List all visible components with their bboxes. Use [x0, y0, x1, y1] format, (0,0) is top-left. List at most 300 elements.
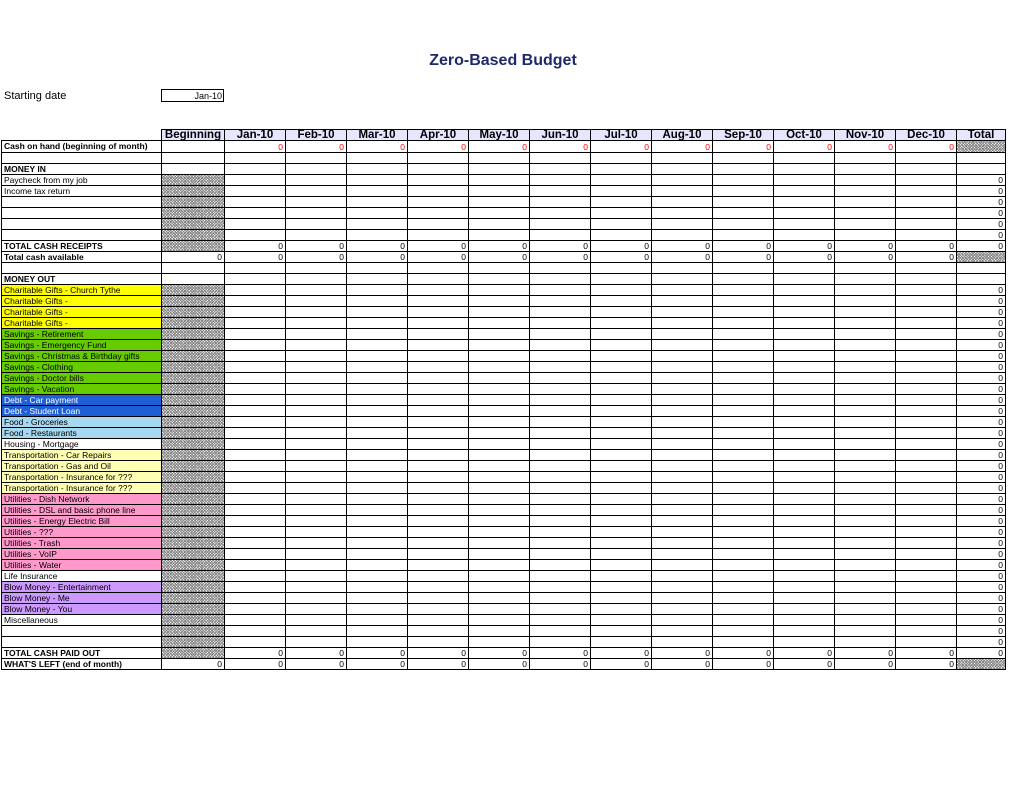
value-cell[interactable]	[713, 603, 774, 614]
row-label[interactable]: Debt - Student Loan	[2, 405, 162, 416]
value-cell[interactable]	[408, 592, 469, 603]
value-cell[interactable]	[652, 504, 713, 515]
value-cell[interactable]	[530, 559, 591, 570]
value-cell[interactable]	[530, 185, 591, 196]
value-cell[interactable]	[591, 229, 652, 240]
value-cell[interactable]	[835, 548, 896, 559]
value-cell[interactable]	[530, 471, 591, 482]
value-cell[interactable]	[774, 350, 835, 361]
value-cell[interactable]	[713, 361, 774, 372]
value-cell[interactable]	[896, 174, 957, 185]
value-cell[interactable]	[774, 372, 835, 383]
value-cell[interactable]	[408, 372, 469, 383]
value-cell[interactable]	[530, 383, 591, 394]
value-cell[interactable]	[835, 350, 896, 361]
value-cell[interactable]	[896, 328, 957, 339]
value-cell[interactable]	[225, 306, 286, 317]
value-cell[interactable]	[286, 218, 347, 229]
value-cell[interactable]	[469, 350, 530, 361]
value-cell[interactable]	[530, 350, 591, 361]
value-cell[interactable]	[286, 361, 347, 372]
value-cell[interactable]	[896, 207, 957, 218]
row-label[interactable]: Charitable Gifts -	[2, 317, 162, 328]
value-cell[interactable]: 0	[713, 141, 774, 153]
value-cell[interactable]	[896, 317, 957, 328]
value-cell[interactable]	[774, 449, 835, 460]
value-cell[interactable]	[530, 636, 591, 647]
value-cell[interactable]: 0	[774, 141, 835, 153]
value-cell[interactable]: 0	[896, 141, 957, 153]
value-cell[interactable]	[835, 383, 896, 394]
value-cell[interactable]	[835, 174, 896, 185]
value-cell[interactable]	[896, 229, 957, 240]
value-cell[interactable]	[591, 361, 652, 372]
value-cell[interactable]	[591, 196, 652, 207]
value-cell[interactable]	[591, 559, 652, 570]
value-cell[interactable]	[713, 559, 774, 570]
row-label[interactable]: Transportation - Car Repairs	[2, 449, 162, 460]
value-cell[interactable]	[896, 394, 957, 405]
value-cell[interactable]	[591, 416, 652, 427]
value-cell[interactable]	[225, 603, 286, 614]
value-cell[interactable]	[408, 625, 469, 636]
value-cell[interactable]: 0	[347, 141, 408, 153]
value-cell[interactable]	[286, 460, 347, 471]
value-cell[interactable]	[530, 625, 591, 636]
value-cell[interactable]	[835, 493, 896, 504]
value-cell[interactable]	[774, 537, 835, 548]
row-label[interactable]: Blow Money - Me	[2, 592, 162, 603]
value-cell[interactable]	[652, 526, 713, 537]
value-cell[interactable]	[835, 449, 896, 460]
value-cell[interactable]	[225, 581, 286, 592]
starting-date-cell[interactable]: Jan-10	[161, 89, 224, 102]
value-cell[interactable]	[835, 504, 896, 515]
value-cell[interactable]	[835, 295, 896, 306]
value-cell[interactable]	[835, 614, 896, 625]
value-cell[interactable]	[469, 383, 530, 394]
value-cell[interactable]	[652, 427, 713, 438]
row-label[interactable]: Savings - Vacation	[2, 383, 162, 394]
value-cell[interactable]	[713, 350, 774, 361]
value-cell[interactable]	[408, 526, 469, 537]
value-cell[interactable]	[774, 207, 835, 218]
value-cell[interactable]	[591, 207, 652, 218]
value-cell[interactable]	[591, 537, 652, 548]
value-cell[interactable]	[835, 460, 896, 471]
value-cell[interactable]	[347, 218, 408, 229]
value-cell[interactable]	[347, 625, 408, 636]
row-label[interactable]: Utilities - ???	[2, 526, 162, 537]
value-cell[interactable]	[591, 405, 652, 416]
value-cell[interactable]	[286, 174, 347, 185]
row-label[interactable]: Utilities - Trash	[2, 537, 162, 548]
value-cell[interactable]	[347, 394, 408, 405]
value-cell[interactable]	[774, 218, 835, 229]
value-cell[interactable]	[774, 306, 835, 317]
row-label[interactable]: Transportation - Gas and Oil	[2, 460, 162, 471]
value-cell[interactable]	[591, 372, 652, 383]
value-cell[interactable]	[347, 207, 408, 218]
value-cell[interactable]	[347, 306, 408, 317]
value-cell[interactable]	[286, 427, 347, 438]
value-cell[interactable]	[286, 493, 347, 504]
value-cell[interactable]	[896, 515, 957, 526]
value-cell[interactable]	[835, 394, 896, 405]
value-cell[interactable]	[225, 636, 286, 647]
value-cell[interactable]	[286, 350, 347, 361]
value-cell[interactable]	[347, 548, 408, 559]
value-cell[interactable]	[286, 306, 347, 317]
value-cell[interactable]	[835, 196, 896, 207]
row-label[interactable]: Utilities - Dish Network	[2, 493, 162, 504]
value-cell[interactable]	[469, 614, 530, 625]
value-cell[interactable]	[530, 482, 591, 493]
beginning-cell[interactable]	[162, 141, 225, 153]
value-cell[interactable]	[896, 427, 957, 438]
value-cell[interactable]	[469, 207, 530, 218]
value-cell[interactable]	[469, 438, 530, 449]
value-cell[interactable]	[469, 625, 530, 636]
value-cell[interactable]	[713, 570, 774, 581]
value-cell[interactable]	[713, 504, 774, 515]
value-cell[interactable]	[652, 548, 713, 559]
value-cell[interactable]	[347, 317, 408, 328]
value-cell[interactable]	[408, 482, 469, 493]
value-cell[interactable]	[713, 207, 774, 218]
value-cell[interactable]	[591, 185, 652, 196]
value-cell[interactable]	[774, 592, 835, 603]
value-cell[interactable]	[530, 174, 591, 185]
value-cell[interactable]	[286, 559, 347, 570]
value-cell[interactable]	[713, 515, 774, 526]
value-cell[interactable]	[591, 581, 652, 592]
value-cell[interactable]	[774, 405, 835, 416]
row-label[interactable]: Savings - Emergency Fund	[2, 339, 162, 350]
value-cell[interactable]	[469, 504, 530, 515]
row-label[interactable]: Savings - Retirement	[2, 328, 162, 339]
value-cell[interactable]	[225, 526, 286, 537]
value-cell[interactable]	[774, 614, 835, 625]
value-cell[interactable]	[286, 471, 347, 482]
value-cell[interactable]	[225, 328, 286, 339]
value-cell[interactable]	[530, 438, 591, 449]
value-cell[interactable]	[469, 526, 530, 537]
row-label[interactable]	[2, 636, 162, 647]
value-cell[interactable]	[225, 548, 286, 559]
value-cell[interactable]	[347, 405, 408, 416]
value-cell[interactable]	[225, 614, 286, 625]
value-cell[interactable]	[469, 537, 530, 548]
value-cell[interactable]	[591, 548, 652, 559]
value-cell[interactable]	[286, 614, 347, 625]
value-cell[interactable]	[591, 306, 652, 317]
value-cell[interactable]	[713, 482, 774, 493]
value-cell[interactable]	[713, 328, 774, 339]
value-cell[interactable]	[286, 625, 347, 636]
value-cell[interactable]	[469, 317, 530, 328]
value-cell[interactable]	[896, 570, 957, 581]
value-cell[interactable]	[774, 416, 835, 427]
value-cell[interactable]	[530, 372, 591, 383]
value-cell[interactable]	[469, 592, 530, 603]
value-cell[interactable]	[591, 526, 652, 537]
value-cell[interactable]	[530, 207, 591, 218]
value-cell[interactable]	[774, 361, 835, 372]
value-cell[interactable]: 0	[225, 141, 286, 153]
value-cell[interactable]	[835, 218, 896, 229]
value-cell[interactable]	[408, 394, 469, 405]
value-cell[interactable]	[347, 493, 408, 504]
value-cell[interactable]	[347, 449, 408, 460]
value-cell[interactable]	[286, 570, 347, 581]
value-cell[interactable]	[835, 515, 896, 526]
value-cell[interactable]	[469, 570, 530, 581]
value-cell[interactable]	[530, 394, 591, 405]
value-cell[interactable]	[469, 559, 530, 570]
value-cell[interactable]	[530, 405, 591, 416]
value-cell[interactable]	[591, 504, 652, 515]
value-cell[interactable]	[774, 394, 835, 405]
value-cell[interactable]	[591, 284, 652, 295]
value-cell[interactable]	[225, 471, 286, 482]
value-cell[interactable]	[469, 196, 530, 207]
value-cell[interactable]	[652, 493, 713, 504]
value-cell[interactable]	[469, 548, 530, 559]
value-cell[interactable]	[591, 174, 652, 185]
value-cell[interactable]	[225, 174, 286, 185]
value-cell[interactable]	[713, 592, 774, 603]
value-cell[interactable]	[896, 625, 957, 636]
value-cell[interactable]	[469, 427, 530, 438]
row-label[interactable]: Utilities - Water	[2, 559, 162, 570]
value-cell[interactable]	[530, 339, 591, 350]
value-cell[interactable]	[408, 306, 469, 317]
value-cell[interactable]	[652, 603, 713, 614]
value-cell[interactable]	[652, 361, 713, 372]
value-cell[interactable]	[896, 218, 957, 229]
value-cell[interactable]	[469, 581, 530, 592]
value-cell[interactable]	[225, 185, 286, 196]
value-cell[interactable]	[408, 229, 469, 240]
value-cell[interactable]	[286, 482, 347, 493]
value-cell[interactable]	[713, 394, 774, 405]
value-cell[interactable]	[835, 229, 896, 240]
value-cell[interactable]	[225, 427, 286, 438]
value-cell[interactable]	[225, 625, 286, 636]
value-cell[interactable]	[713, 383, 774, 394]
value-cell[interactable]	[591, 614, 652, 625]
value-cell[interactable]	[774, 482, 835, 493]
value-cell[interactable]	[591, 317, 652, 328]
value-cell[interactable]	[225, 515, 286, 526]
row-label[interactable]: Transportation - Insurance for ???	[2, 471, 162, 482]
value-cell[interactable]	[469, 284, 530, 295]
value-cell[interactable]	[713, 306, 774, 317]
value-cell[interactable]	[774, 196, 835, 207]
value-cell[interactable]	[225, 229, 286, 240]
value-cell[interactable]	[225, 416, 286, 427]
value-cell[interactable]	[408, 493, 469, 504]
value-cell[interactable]	[469, 306, 530, 317]
row-label[interactable]: Miscellaneous	[2, 614, 162, 625]
value-cell[interactable]	[469, 229, 530, 240]
value-cell[interactable]	[408, 581, 469, 592]
value-cell[interactable]	[774, 460, 835, 471]
value-cell[interactable]	[591, 625, 652, 636]
value-cell[interactable]	[774, 625, 835, 636]
value-cell[interactable]	[652, 394, 713, 405]
value-cell[interactable]	[591, 339, 652, 350]
value-cell[interactable]	[835, 537, 896, 548]
value-cell[interactable]	[408, 339, 469, 350]
value-cell[interactable]	[713, 185, 774, 196]
value-cell[interactable]	[774, 317, 835, 328]
value-cell[interactable]	[469, 339, 530, 350]
value-cell[interactable]	[286, 504, 347, 515]
value-cell[interactable]	[286, 537, 347, 548]
value-cell[interactable]	[408, 603, 469, 614]
value-cell[interactable]	[225, 207, 286, 218]
value-cell[interactable]	[469, 416, 530, 427]
value-cell[interactable]	[530, 218, 591, 229]
value-cell[interactable]	[896, 196, 957, 207]
value-cell[interactable]	[469, 372, 530, 383]
value-cell[interactable]	[774, 383, 835, 394]
value-cell[interactable]: 0	[530, 141, 591, 153]
value-cell[interactable]	[408, 537, 469, 548]
value-cell[interactable]	[347, 559, 408, 570]
value-cell[interactable]	[713, 229, 774, 240]
value-cell[interactable]	[896, 592, 957, 603]
value-cell[interactable]	[713, 471, 774, 482]
value-cell[interactable]	[530, 570, 591, 581]
value-cell[interactable]	[896, 526, 957, 537]
value-cell[interactable]	[225, 218, 286, 229]
value-cell[interactable]	[591, 603, 652, 614]
value-cell[interactable]	[225, 317, 286, 328]
value-cell[interactable]	[225, 493, 286, 504]
value-cell[interactable]	[896, 449, 957, 460]
value-cell[interactable]	[774, 636, 835, 647]
value-cell[interactable]	[530, 416, 591, 427]
value-cell[interactable]	[347, 570, 408, 581]
value-cell[interactable]	[652, 295, 713, 306]
row-label[interactable]: Utilities - DSL and basic phone line	[2, 504, 162, 515]
value-cell[interactable]	[591, 328, 652, 339]
row-label[interactable]: Charitable Gifts - Church Tythe	[2, 284, 162, 295]
value-cell[interactable]	[652, 229, 713, 240]
value-cell[interactable]	[713, 284, 774, 295]
value-cell[interactable]	[408, 284, 469, 295]
value-cell[interactable]	[835, 603, 896, 614]
row-label[interactable]: Savings - Clothing	[2, 361, 162, 372]
value-cell[interactable]	[347, 416, 408, 427]
value-cell[interactable]	[713, 526, 774, 537]
value-cell[interactable]	[774, 570, 835, 581]
value-cell[interactable]	[347, 603, 408, 614]
value-cell[interactable]	[530, 427, 591, 438]
value-cell[interactable]	[286, 416, 347, 427]
value-cell[interactable]	[896, 361, 957, 372]
value-cell[interactable]	[347, 471, 408, 482]
value-cell[interactable]	[225, 438, 286, 449]
value-cell[interactable]	[713, 614, 774, 625]
value-cell[interactable]	[896, 438, 957, 449]
value-cell[interactable]	[530, 581, 591, 592]
value-cell[interactable]	[774, 548, 835, 559]
value-cell[interactable]	[530, 196, 591, 207]
value-cell[interactable]: 0	[591, 141, 652, 153]
value-cell[interactable]	[286, 603, 347, 614]
value-cell[interactable]	[652, 174, 713, 185]
value-cell[interactable]	[591, 218, 652, 229]
row-label[interactable]: Paycheck from my job	[2, 174, 162, 185]
value-cell[interactable]	[652, 317, 713, 328]
value-cell[interactable]	[652, 218, 713, 229]
value-cell[interactable]	[286, 339, 347, 350]
value-cell[interactable]	[652, 350, 713, 361]
value-cell[interactable]	[591, 295, 652, 306]
value-cell[interactable]	[652, 471, 713, 482]
value-cell[interactable]	[225, 372, 286, 383]
value-cell[interactable]	[774, 229, 835, 240]
value-cell[interactable]	[530, 361, 591, 372]
value-cell[interactable]	[347, 515, 408, 526]
value-cell[interactable]	[408, 471, 469, 482]
value-cell[interactable]	[652, 416, 713, 427]
value-cell[interactable]	[896, 295, 957, 306]
value-cell[interactable]	[713, 449, 774, 460]
value-cell[interactable]	[896, 636, 957, 647]
value-cell[interactable]	[469, 394, 530, 405]
value-cell[interactable]	[774, 581, 835, 592]
value-cell[interactable]	[652, 438, 713, 449]
value-cell[interactable]	[286, 394, 347, 405]
value-cell[interactable]	[835, 328, 896, 339]
value-cell[interactable]	[896, 339, 957, 350]
value-cell[interactable]	[713, 405, 774, 416]
value-cell[interactable]	[530, 504, 591, 515]
value-cell[interactable]	[774, 295, 835, 306]
value-cell[interactable]	[896, 493, 957, 504]
value-cell[interactable]	[713, 218, 774, 229]
value-cell[interactable]	[774, 493, 835, 504]
value-cell[interactable]	[408, 614, 469, 625]
value-cell[interactable]	[896, 306, 957, 317]
value-cell[interactable]	[347, 196, 408, 207]
value-cell[interactable]	[225, 460, 286, 471]
row-label[interactable]	[2, 218, 162, 229]
value-cell[interactable]	[835, 284, 896, 295]
value-cell[interactable]	[713, 625, 774, 636]
row-label[interactable]: Housing - Mortgage	[2, 438, 162, 449]
value-cell[interactable]	[591, 449, 652, 460]
value-cell[interactable]	[896, 350, 957, 361]
value-cell[interactable]	[530, 592, 591, 603]
value-cell[interactable]	[713, 548, 774, 559]
row-label[interactable]	[2, 229, 162, 240]
value-cell[interactable]	[835, 482, 896, 493]
value-cell[interactable]	[835, 570, 896, 581]
value-cell[interactable]	[652, 405, 713, 416]
value-cell[interactable]	[347, 482, 408, 493]
value-cell[interactable]	[347, 174, 408, 185]
value-cell[interactable]	[591, 482, 652, 493]
value-cell[interactable]	[896, 284, 957, 295]
value-cell[interactable]	[469, 361, 530, 372]
value-cell[interactable]	[530, 603, 591, 614]
